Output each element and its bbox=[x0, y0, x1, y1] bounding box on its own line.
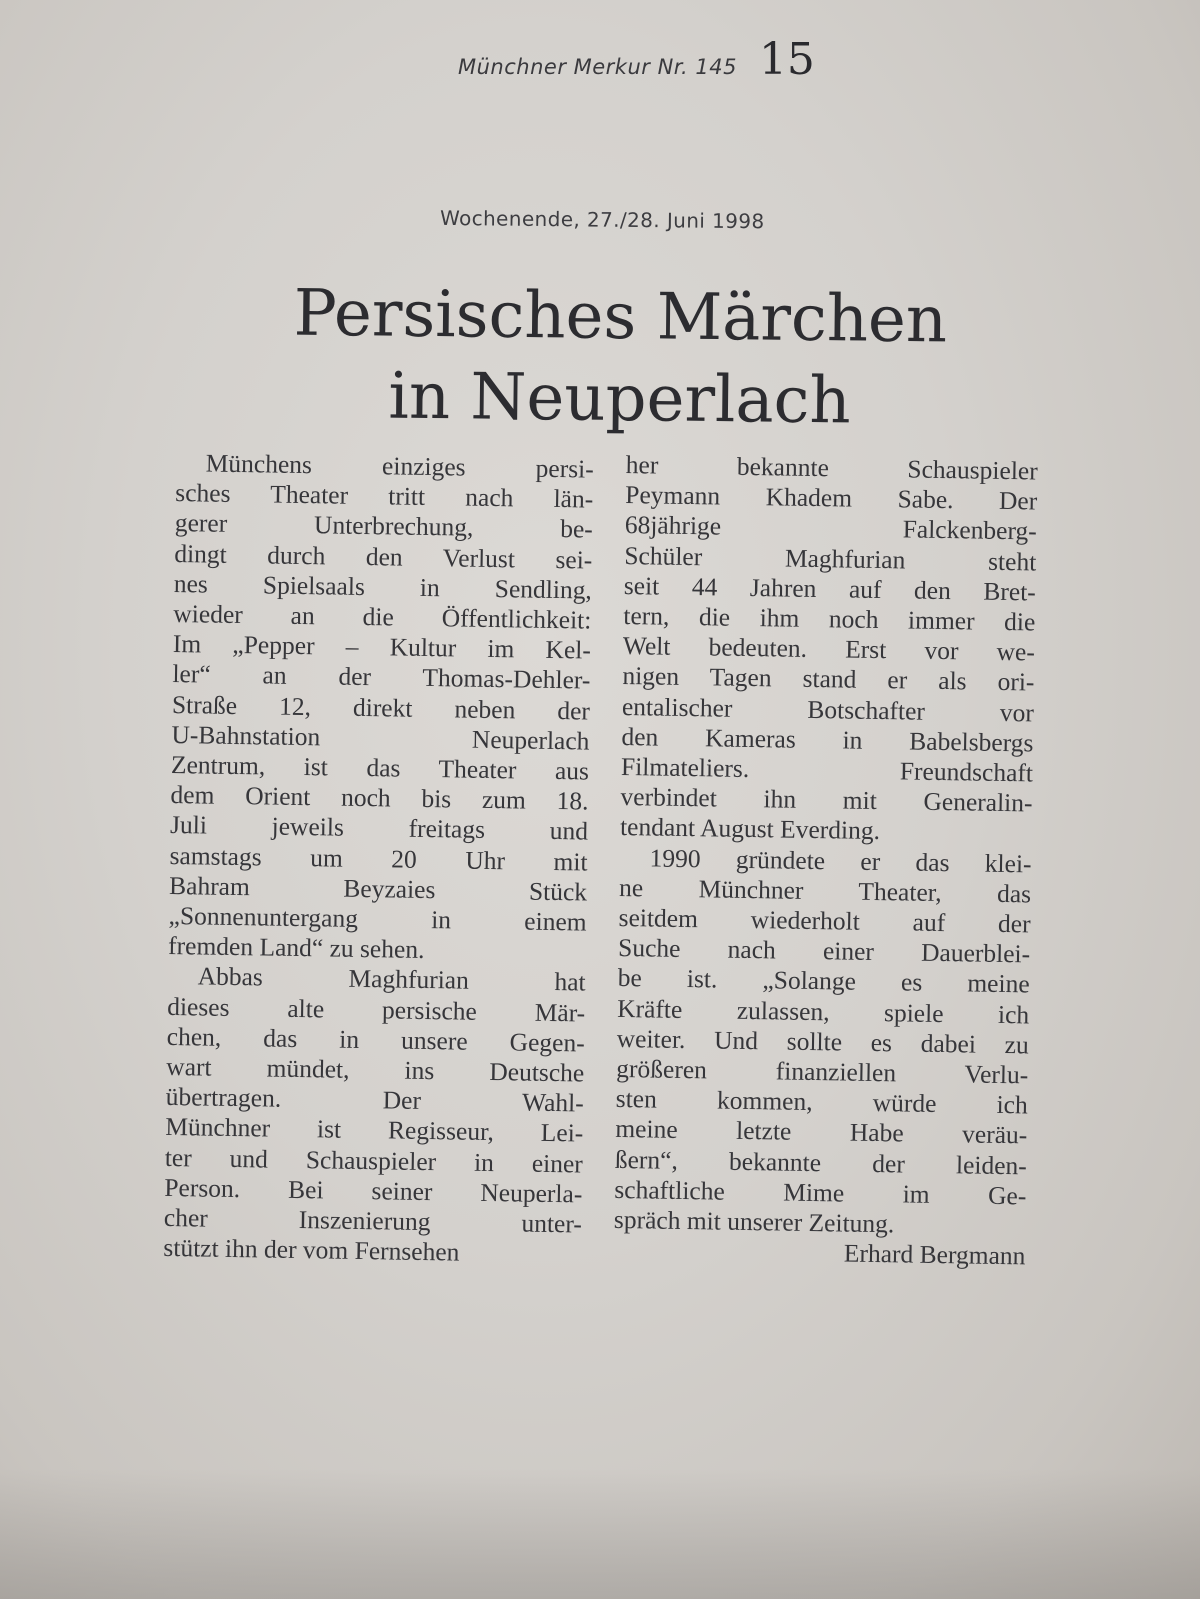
article-line: Peymann Khadem Sabe. Der bbox=[625, 480, 1038, 516]
article-line: den Kameras in Babelsbergs bbox=[621, 721, 1034, 758]
article-line: U-Bahnstation Neuperlach bbox=[171, 719, 590, 756]
article-line: be ist. „Solange es meine bbox=[617, 963, 1030, 999]
article-line: ler“ an der Thomas-Dehler- bbox=[172, 659, 591, 695]
article-line: ßern“, bekannte der leiden- bbox=[614, 1144, 1028, 1181]
article-line: verbindet ihn mit Generalin- bbox=[620, 782, 1033, 818]
article-line: schaftliche Mime im Ge- bbox=[614, 1174, 1027, 1211]
article-line: Suche nach einer Dauerblei- bbox=[617, 933, 1031, 969]
headline-line-2: in Neuperlach bbox=[388, 359, 852, 439]
article-line: dieses alte persische Mär- bbox=[167, 991, 586, 1028]
article-line: samstags um 20 Uhr mit bbox=[169, 840, 588, 877]
headline bbox=[259, 272, 981, 444]
article-line: Person. Bei seiner Neuperla- bbox=[164, 1172, 583, 1209]
article-line: entalischer Botschafter vor bbox=[621, 691, 1035, 728]
article-line: cher Inszenierung unter- bbox=[163, 1202, 583, 1239]
article-line: Bahram Beyzaies Stück bbox=[168, 870, 588, 907]
article-line: ne Münchner Theater, das bbox=[618, 872, 1032, 909]
article-line: chen, das in unsere Gegen- bbox=[166, 1021, 585, 1058]
article-line: Straße 12, direkt neben der bbox=[171, 689, 591, 726]
article-line: Schüler Maghfurian steht bbox=[624, 540, 1037, 577]
article-line: Im „Pepper – Kultur im Kel- bbox=[172, 629, 592, 665]
page-number: 15 bbox=[758, 34, 815, 85]
article-line: „Sonnenuntergang in einem bbox=[168, 900, 587, 937]
article-line: sten kommen, würde ich bbox=[615, 1084, 1028, 1120]
article-line: seitdem wiederholt auf der bbox=[618, 902, 1031, 939]
article-line: 1990 gründete er das klei- bbox=[649, 843, 1032, 879]
article-line: wart mündet, ins Deutsche bbox=[166, 1051, 585, 1088]
article-line: Juli jeweils freitags und bbox=[169, 810, 589, 846]
article-line: her bekannte Schauspieler bbox=[625, 450, 1038, 486]
article-line: Münchens einziges persi- bbox=[205, 448, 594, 484]
article-line: nes Spielsaals in Sendling, bbox=[173, 568, 593, 605]
masthead bbox=[458, 34, 815, 85]
dateline: Wochenende, 27./28. Juni 1998 bbox=[439, 205, 765, 234]
article-line: dingt durch den Verlust sei- bbox=[174, 538, 593, 575]
article-line: gerer Unterbrechung, be- bbox=[174, 508, 593, 544]
article-line: nigen Tagen stand er als ori- bbox=[622, 661, 1035, 697]
article-line: weiter. Und sollte es dabei zu bbox=[616, 1023, 1029, 1060]
article-line: fremden Land“ zu sehen. bbox=[167, 931, 425, 965]
article-line: ter und Schauspieler in einer bbox=[164, 1142, 584, 1179]
headline-line-1: Persisches Märchen bbox=[293, 276, 948, 358]
article-column-left bbox=[163, 448, 594, 1270]
article-line: dem Orient noch bis zum 18. bbox=[170, 780, 589, 816]
article-column-right bbox=[613, 450, 1038, 1272]
article-line: Münchner ist Regisseur, Lei- bbox=[165, 1112, 584, 1148]
article-line: Zentrum, ist das Theater aus bbox=[170, 749, 590, 786]
article-line: Abbas Maghfurian hat bbox=[197, 961, 586, 997]
article-line: 68jährige Falckenberg- bbox=[624, 510, 1038, 546]
newspaper-name: Münchner Merkur Nr. 145 bbox=[458, 55, 737, 79]
byline: Erhard Bergmann bbox=[843, 1238, 1026, 1271]
article-line: seit 44 Jahren auf den Bret- bbox=[623, 570, 1037, 607]
article-line: sches Theater tritt nach län- bbox=[175, 478, 594, 514]
article-line: übertragen. Der Wahl- bbox=[165, 1082, 584, 1118]
article-line: tendant August Everding. bbox=[619, 812, 881, 846]
article-line: stützt ihn der vom Fernsehen bbox=[163, 1233, 460, 1267]
article-line: Welt bedeuten. Erst vor we- bbox=[622, 631, 1036, 667]
article-line: größeren finanziellen Verlu- bbox=[616, 1053, 1029, 1090]
article-line: meine letzte Habe veräu- bbox=[615, 1114, 1028, 1150]
article-line: Kräfte zulassen, spiele ich bbox=[617, 993, 1030, 1030]
article-line: spräch mit unserer Zeitung. bbox=[613, 1204, 895, 1239]
article-line: wieder an die Öffentlichkeit: bbox=[173, 598, 592, 635]
article-line: Filmateliers. Freundschaft bbox=[620, 751, 1034, 788]
article-line: tern, die ihm noch immer die bbox=[623, 600, 1036, 637]
